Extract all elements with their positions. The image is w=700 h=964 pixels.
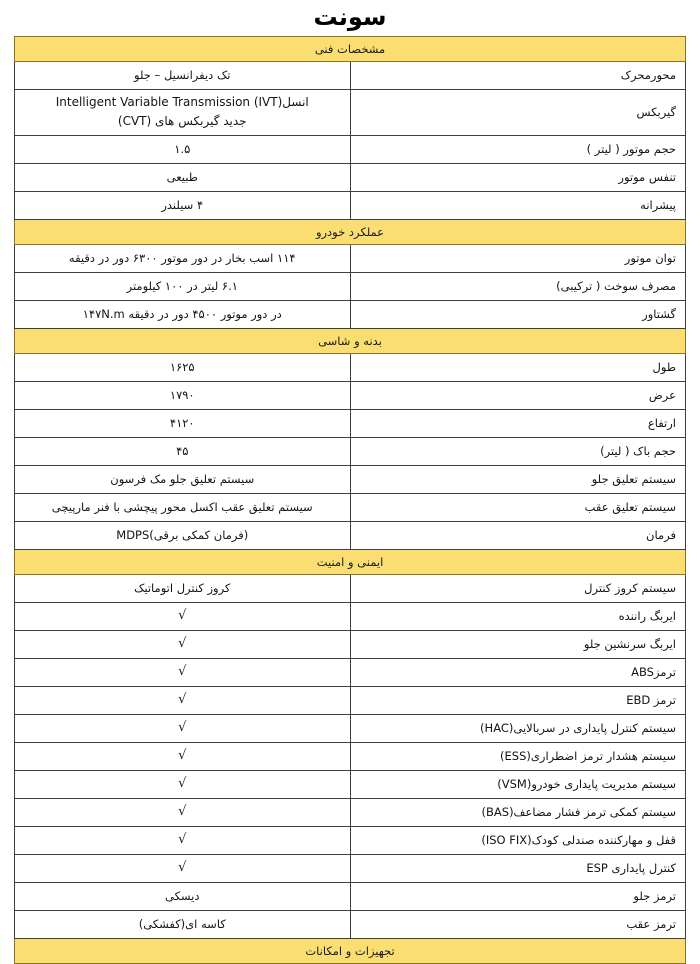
spec-label: گیربکس [350,90,686,136]
spec-value-line: ۶.۱ لیتر در ۱۰۰ کیلومتر [126,278,238,293]
spec-value [15,575,351,603]
spec-label: ایربگ سرنشین جلو [350,631,686,659]
spec-label: سیستم کنترل پایداری در سربالایی(HAC) [350,715,686,743]
spec-value [15,771,351,799]
check-icon: √ [178,607,187,623]
spec-value [15,715,351,743]
section-header-row [15,329,686,354]
spec-row [15,827,686,855]
spec-value [15,522,351,550]
spec-row [15,245,686,273]
spec-label: سیستم کروز کنترل [350,575,686,603]
spec-value [15,438,351,466]
spec-row [15,522,686,550]
section-header-row [15,37,686,62]
spec-value [15,301,351,329]
section-heading-body-and-chassis: بدنه و شاسی [15,329,686,354]
spec-label: محورمحرک [350,62,686,90]
spec-label: ترمز EBD [350,687,686,715]
spec-value-line: ۱۷۹۰ [169,387,195,402]
spec-row [15,192,686,220]
spec-row [15,136,686,164]
spec-row [15,575,686,603]
vehicle-spec-table [14,36,686,964]
spec-value [15,743,351,771]
spec-value [15,62,351,90]
spec-table-body [15,37,686,964]
spec-value-line: ۴۵ [176,443,189,458]
spec-value [15,631,351,659]
spec-row [15,410,686,438]
spec-label: سیستم کمکی ترمز فشار مضاعف(BAS) [350,799,686,827]
spec-row [15,883,686,911]
spec-value-line: تک دیفرانسیل – جلو [134,67,231,82]
section-heading-technical-specs: مشخصات فنی [15,37,686,62]
spec-value-line: ۴۱۲۰ [169,415,195,430]
spec-value [15,855,351,883]
spec-value [15,687,351,715]
spec-value-line: ۱۴۷N.m در دور موتور ۴۵۰۰ دور در دقیقه [82,306,282,321]
spec-label: سیستم تعلیق جلو [350,466,686,494]
spec-row [15,631,686,659]
spec-label: حجم باک ( لیتر) [350,438,686,466]
spec-label: حجم موتور ( لیتر ) [350,136,686,164]
spec-value [15,883,351,911]
spec-row [15,62,686,90]
spec-row [15,466,686,494]
spec-value-line: سیستم تعلیق عقب اکسل محور پیچشی با فنر مارپیچی [51,499,313,514]
spec-row [15,855,686,883]
check-icon: √ [178,691,187,707]
spec-value-line: انسلIntelligent Variable Transmission (IVT) [55,95,309,109]
spec-value [15,799,351,827]
spec-value-line: سیستم تعلیق جلو مک فرسون [110,471,255,486]
spec-row [15,382,686,410]
check-icon: √ [178,719,187,735]
spec-label: پیشرانه [350,192,686,220]
spec-row [15,659,686,687]
spec-row [15,715,686,743]
spec-row [15,164,686,192]
spec-value [15,827,351,855]
spec-row [15,687,686,715]
spec-value [15,164,351,192]
spec-label: ترمزABS [350,659,686,687]
spec-value [15,466,351,494]
spec-value-line: ۱۶۲۵ [169,359,195,374]
section-heading-safety-and-security: ایمنی و امنیت [15,550,686,575]
spec-label: فرمان [350,522,686,550]
section-header-row [15,939,686,964]
spec-value-line: ۱.۵ [174,141,191,156]
spec-value [15,136,351,164]
spec-value [15,603,351,631]
spec-value [15,911,351,939]
spec-label: تنفس موتور [350,164,686,192]
section-header-row [15,220,686,245]
spec-value-line: (فرمان کمکی برقی)MDPS [116,527,249,542]
spec-label: ترمز جلو [350,883,686,911]
spec-value [15,494,351,522]
spec-label: ارتفاع [350,410,686,438]
spec-row [15,90,686,136]
check-icon: √ [178,747,187,763]
spec-value-line: کاسه ای(کفشکی) [138,916,226,931]
spec-label: ایربگ راننده [350,603,686,631]
section-heading-vehicle-performance: عملکرد خودرو [15,220,686,245]
spec-value-line: ۱۱۴ اسب بخار در دور موتور ۶۳۰۰ دور در دقیقه [68,250,296,265]
spec-value [15,273,351,301]
spec-row [15,273,686,301]
spec-value-line: دیسکی [164,888,200,903]
check-icon: √ [178,635,187,651]
section-header-row [15,550,686,575]
spec-row [15,743,686,771]
spec-value-line: ۴ سیلندر [161,197,204,212]
check-icon: √ [178,775,187,791]
section-heading-equipment-and-features: تجهیزات و امکانات [15,939,686,964]
spec-row [15,799,686,827]
spec-value [15,382,351,410]
spec-value [15,354,351,382]
check-icon: √ [178,831,187,847]
spec-row [15,354,686,382]
spec-row [15,603,686,631]
spec-value [15,659,351,687]
spec-label: عرض [350,382,686,410]
spec-label: کنترل پایداری ESP [350,855,686,883]
check-icon: √ [178,859,187,875]
spec-value [15,192,351,220]
spec-label: طول [350,354,686,382]
check-icon: √ [178,663,187,679]
spec-label: سیستم تعلیق عقب [350,494,686,522]
spec-value [15,410,351,438]
spec-row [15,438,686,466]
spec-label: ترمز عقب [350,911,686,939]
spec-value [15,245,351,273]
spec-label: توان موتور [350,245,686,273]
spec-label: مصرف سوخت ( ترکیبی) [350,273,686,301]
spec-row [15,771,686,799]
spec-label: قفل و مهارکننده صندلی کودک(ISO FIX) [350,827,686,855]
spec-value [15,90,351,136]
page-title: سونت [313,3,387,31]
spec-label: سیستم مدیریت پایداری خودرو(VSM) [350,771,686,799]
spec-value-line: جدید گیربکس های (CVT) [117,114,247,128]
spec-value-line: کروز کنترل اتوماتیک [134,580,231,595]
spec-value-line: طبیعی [166,169,198,184]
spec-row [15,911,686,939]
spec-label: سیستم هشدار ترمز اضطراری(ESS) [350,743,686,771]
spec-label: گشتاور [350,301,686,329]
spec-row [15,494,686,522]
check-icon: √ [178,803,187,819]
spec-row [15,301,686,329]
